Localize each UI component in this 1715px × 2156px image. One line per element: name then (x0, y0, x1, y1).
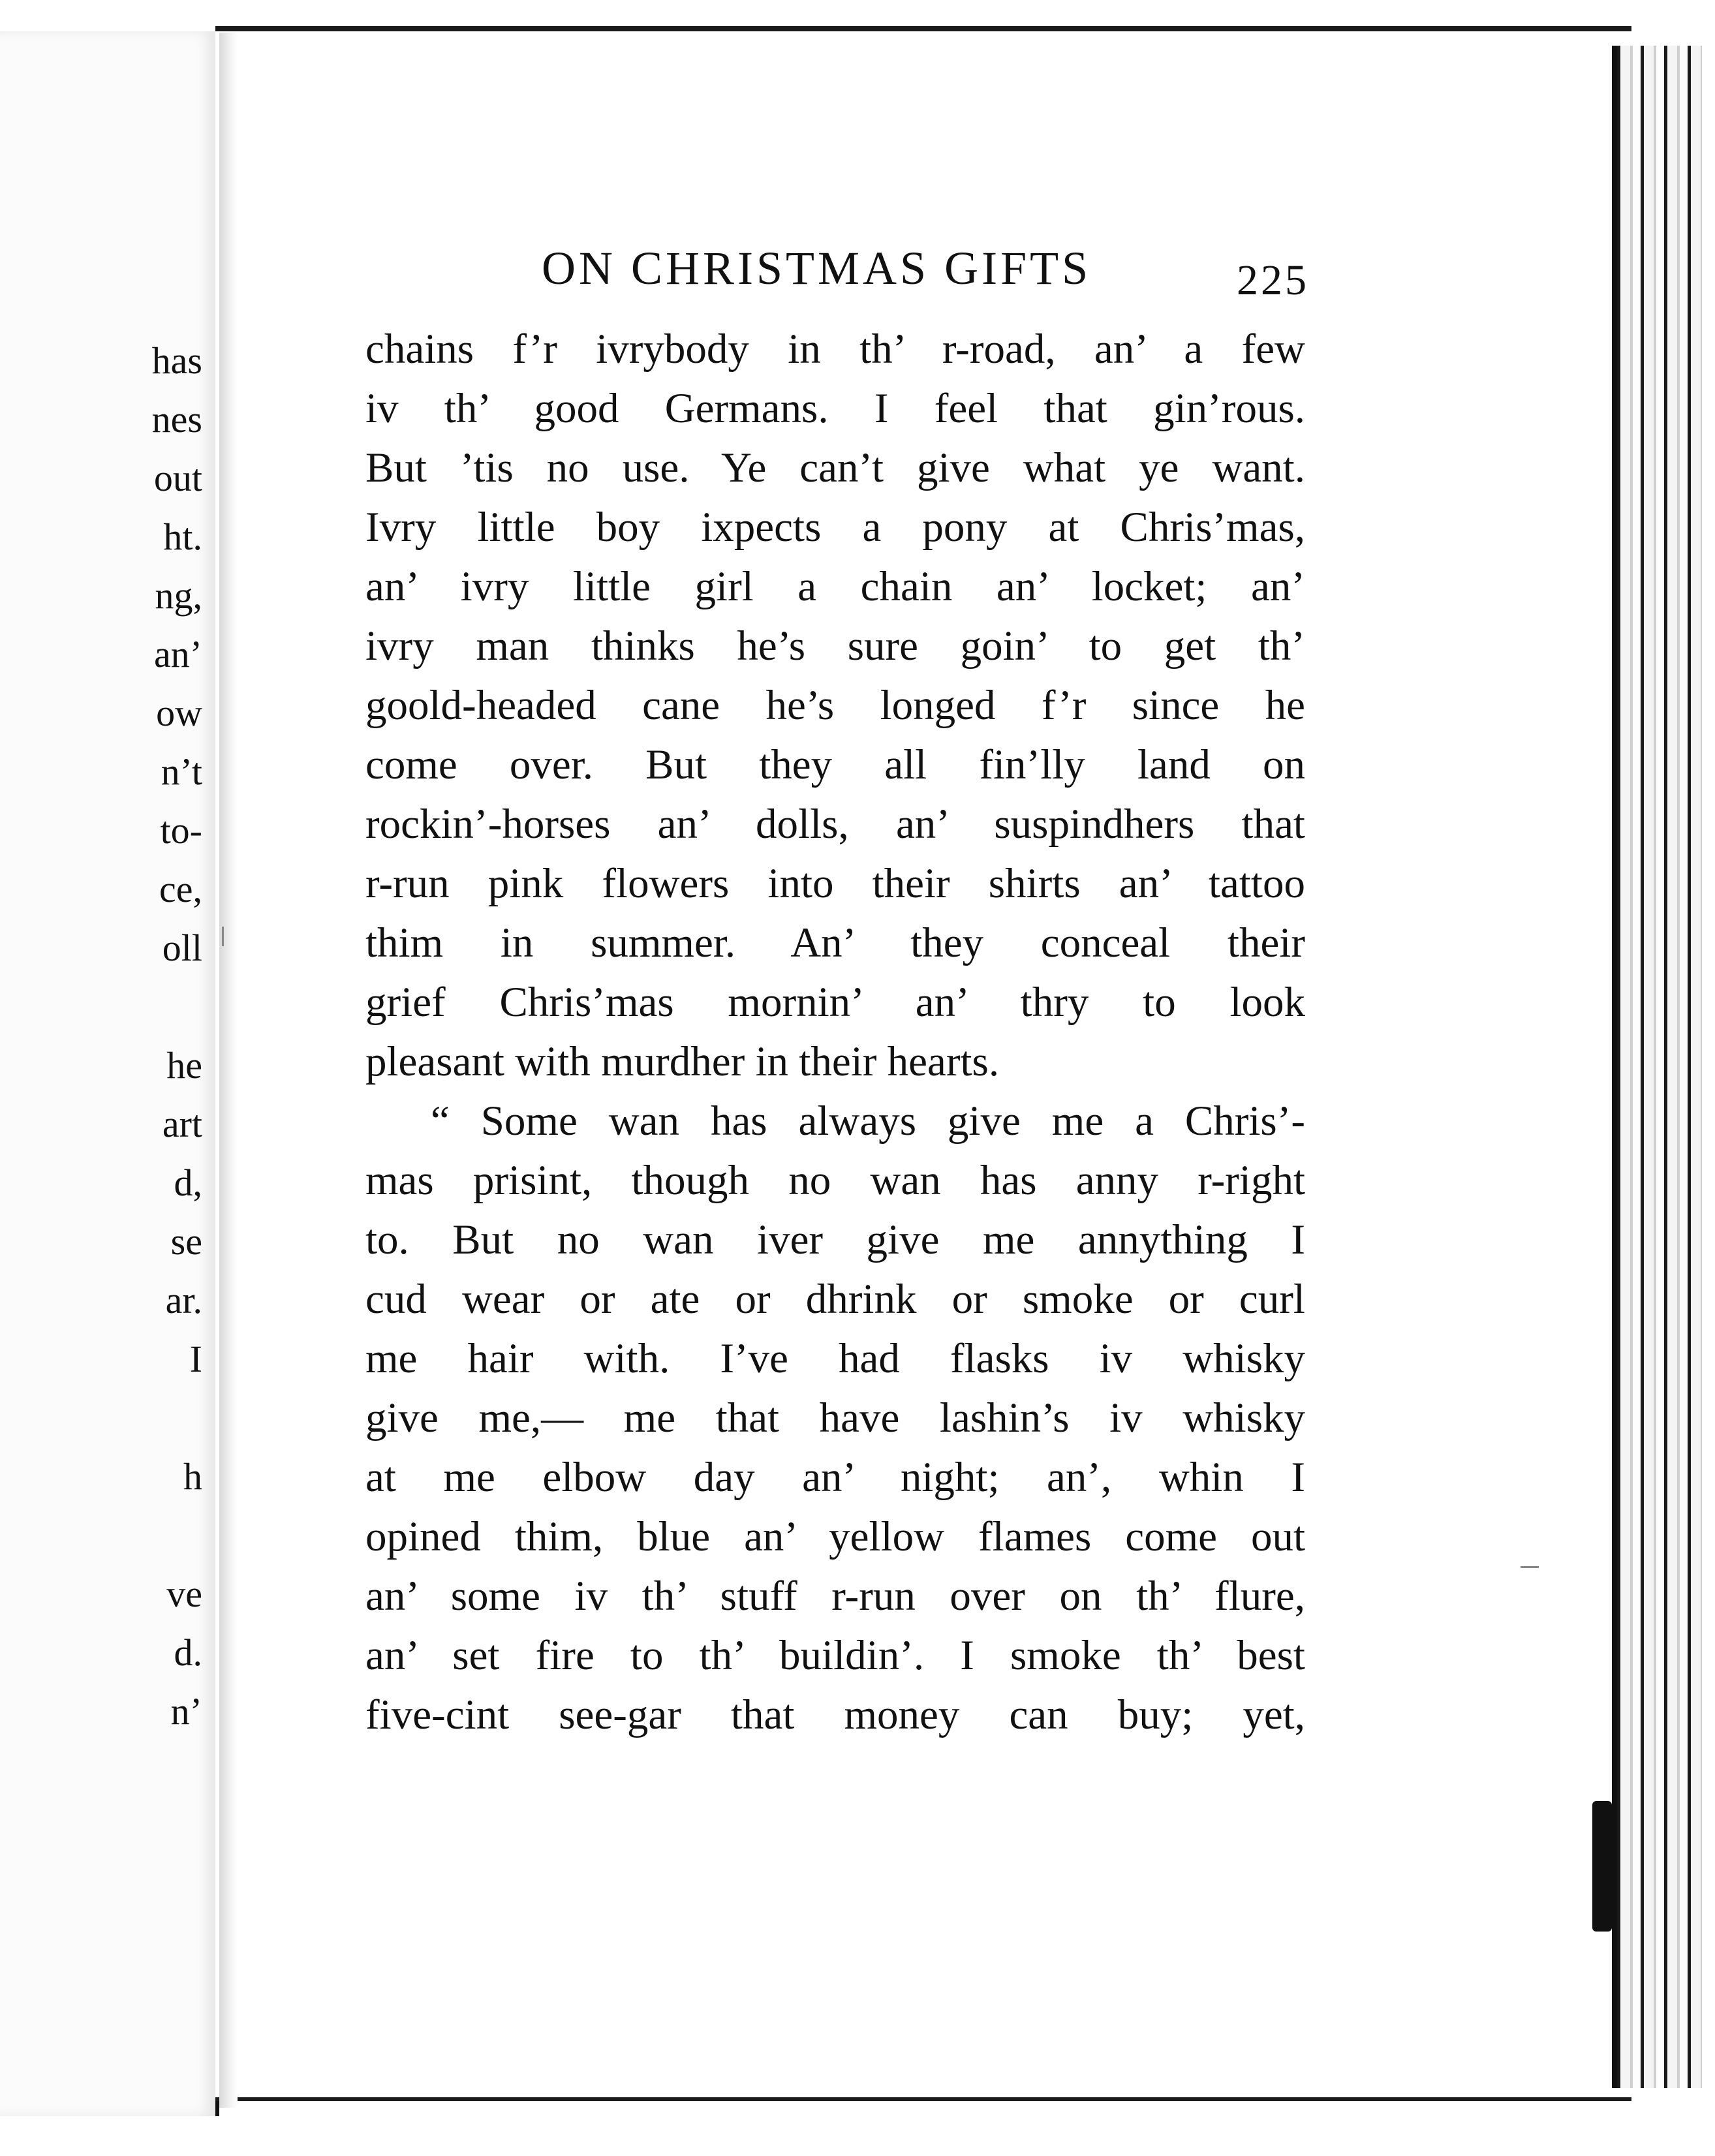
text-line: an’ some iv th’ stuff r-run over on th’ flure, (365, 1573, 1305, 1620)
facing-line: nes (151, 398, 202, 440)
facing-line: ow (156, 692, 202, 734)
text-line: cud wear or ate or dhrink or smoke or curl (365, 1276, 1305, 1323)
text-line: Ivry little boy ixpects a pony at Chris’mas, (365, 504, 1305, 551)
text-line: “ Some wan has always give me a Chris’- (431, 1098, 1305, 1145)
facing-line: out (153, 457, 202, 499)
facing-line: to- (160, 809, 202, 852)
facing-line: an’ (153, 633, 202, 675)
text-line: grief Chris’mas mornin’ an’ thry to look (365, 979, 1305, 1026)
scan-speck (1521, 1566, 1539, 1568)
text-line: iv th’ good Germans. I feel that gin’rous. (365, 385, 1305, 432)
text-line: thim in summer. An’ they conceal their (365, 919, 1305, 966)
text-line: r-run pink flowers into their shirts an’ tattoo (365, 860, 1305, 907)
facing-page (0, 31, 219, 2116)
text-line: chains f’r ivrybody in th’ r-road, an’ a few (365, 326, 1305, 373)
text-line: rockin’-horses an’ dolls, an’ suspindhers that (365, 801, 1305, 848)
facing-line (0, 978, 215, 1036)
text-line: give me,— me that have lashin’s iv whisky (365, 1394, 1305, 1441)
text-line: five-cint see-gar that money can buy; yet, (365, 1691, 1305, 1738)
facing-line: art (162, 1103, 202, 1145)
text-line: to. But no wan iver give me annything I (365, 1216, 1305, 1263)
facing-line: I (189, 1338, 202, 1380)
text-line: come over. But they all fin’lly land on (365, 741, 1305, 788)
binding-mark (1592, 1801, 1612, 1932)
facing-line: oll (162, 927, 202, 969)
text-line: mas prisint, though no wan has anny r-right (365, 1157, 1305, 1204)
text-line: But ’tis no use. Ye can’t give what ye want. (365, 444, 1305, 491)
facing-page-text (0, 331, 215, 1741)
facing-line: ar. (165, 1279, 202, 1321)
page-edges (1612, 46, 1702, 2088)
page-number: 225 (1237, 256, 1309, 304)
facing-line: he (166, 1044, 202, 1086)
facing-line: ve (166, 1573, 202, 1615)
facing-line: ng, (155, 574, 202, 617)
facing-line: ht. (163, 516, 202, 558)
facing-line: h (183, 1455, 202, 1498)
facing-line (0, 1389, 215, 1447)
text-line: an’ ivry little girl a chain an’ locket; an’ (365, 563, 1305, 610)
text-line: an’ set fire to th’ buildin’. I smoke th’ best (365, 1632, 1305, 1679)
text-line: opined thim, blue an’ yellow flames come out (365, 1513, 1305, 1560)
facing-line: n’ (170, 1690, 202, 1732)
text-line: me hair with. I’ve had flasks iv whisky (365, 1335, 1305, 1382)
facing-line: n’t (161, 750, 202, 793)
scan-speck (222, 927, 224, 946)
running-head: ON CHRISTMAS GIFTS (542, 242, 1092, 294)
text-line: ivry man thinks he’s sure goin’ to get th’ (365, 623, 1305, 670)
facing-line: ce, (159, 868, 202, 910)
text-line: at me elbow day an’ night; an’, whin I (365, 1454, 1305, 1501)
facing-line: d, (174, 1162, 202, 1204)
facing-line: d. (174, 1631, 202, 1674)
facing-line: has (151, 339, 202, 382)
facing-line (0, 1506, 215, 1565)
text-line: goold-headed cane he’s longed f’r since he (365, 682, 1305, 729)
body-text (365, 320, 1305, 1745)
page-gutter (219, 33, 238, 2108)
text-line: pleasant with murdher in their hearts. (365, 1038, 1000, 1085)
facing-line: se (170, 1220, 202, 1263)
